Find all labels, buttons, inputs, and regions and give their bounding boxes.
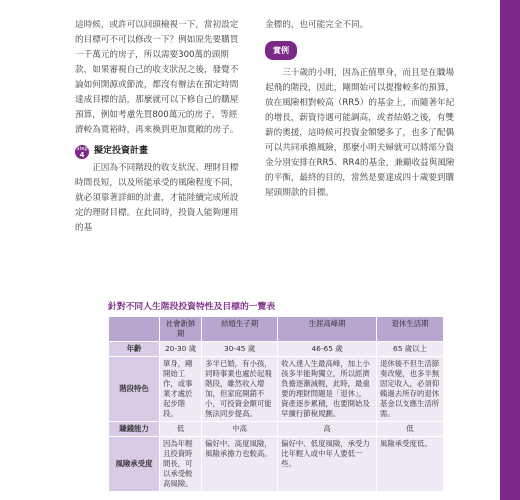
page-edge-bar xyxy=(500,0,520,500)
table-row xyxy=(109,342,444,357)
table-cell: 因為年輕且投資時間長，可以承受較高風險。 xyxy=(160,437,202,492)
table-cell: 46-65 歲 xyxy=(278,342,377,357)
example-label: 實例 xyxy=(265,41,297,60)
step-badge-icon: Step 4 xyxy=(76,145,88,159)
row-label-earning: 賺錢能力 xyxy=(109,422,160,437)
table-cell: 低 xyxy=(377,422,444,437)
table-cell: 收入達人生最高峰，加上小孩多半能夠獨立，所以經濟負擔逐漸減輕，此時，最重要的理財問題是「退休」，資產逐步累積，也要開始及早擴行節稅規劃。 xyxy=(278,357,377,422)
table-cell: 多半已婚，有小孩，同時事業也處於起飛階段，雖然收入增加，但家庭開銷不小，可投資金額可能無法同步提高。 xyxy=(202,357,278,422)
table-header-stage-2: 結婚生子期 xyxy=(202,317,278,342)
table-header-stage-4: 退休生活期 xyxy=(377,317,444,342)
table-cell: 高 xyxy=(278,422,377,437)
left-paragraph-2: 正因為不同階段的收支狀況、理財目標時間長短，以及所能承受的風險程度不同，就必須靠著詳細的計畫，才能陸續完成所設定的理財目標。在此同時，投資人能夠運用的基 xyxy=(75,163,239,233)
table-cell: 偏好中、低度風險，承受力比年輕人或中年人要低一些。 xyxy=(278,437,377,492)
step-heading xyxy=(75,144,245,159)
table-row xyxy=(109,437,444,492)
table-cell: 低 xyxy=(160,422,202,437)
left-column xyxy=(75,18,245,236)
table-row xyxy=(109,422,444,437)
table-cell: 30-45 歲 xyxy=(202,342,278,357)
row-label-features: 階段特色 xyxy=(109,357,160,422)
table-cell: 偏好中、高度風險，風險承擔力也較高。 xyxy=(202,437,278,492)
row-label-risk: 風險承受度 xyxy=(109,437,160,492)
table-header-stage-1: 社會新鮮期 xyxy=(160,317,202,342)
table-cell: 中高 xyxy=(202,422,278,437)
right-column xyxy=(265,18,460,201)
table-cell: 退休後不但生活節奏改變，也多半無固定收入，必須仰賴過去所存的退休基金以支應生活所需。 xyxy=(377,357,444,422)
table-cell: 20-30 歲 xyxy=(160,342,202,357)
table-header-stage-3: 生涯高峰期 xyxy=(278,317,377,342)
table-cell: 風險承受度低。 xyxy=(377,437,444,492)
life-stage-table xyxy=(108,316,444,492)
right-paragraph-example: 三十歲的小明，因為正值單身，而且是在職場起飛的階段，因此，剛開始可以提撥較多的預算，放在風險相對較高（RR5）的基金上，而隨著年紀的增長，薪資待遇可能調高，或者結婚之後，有雙薪的奧援，這時候可投資金額變多了，也多了配偶可以共同承擔風險，那麼小明夫婦就可以將部分資金分別安排在RR5、RR4的基金，兼顧收益與風險的平衡，最終的目的，當然是要達成四十歲要到購屋頭期款的目標。 xyxy=(265,68,455,198)
step-title: 擬定投資計畫 xyxy=(94,146,149,156)
table-header-row xyxy=(109,317,444,342)
row-label-age: 年齡 xyxy=(109,342,160,357)
table-cell: 65 歲以上 xyxy=(377,342,444,357)
table-title: 針對不同人生階段投資特性及目標的一覽表 xyxy=(108,302,276,312)
left-paragraph-1: 這時候，或許可以回頭檢視一下，當初設定的目標可不可以修改一下？例如原先要購買一千萬元的房子，所以需要300萬的頭期款，如果審視自己的收支狀況之後，發覺不論如何開源或節流，都沒有辦法在預定時間達成目標的話，那麼就可以下修自己的購屋預算，例如考慮先買800萬元的房子，等經濟較為寬裕時，再來換到更加寬敞的房子。 xyxy=(75,20,239,135)
right-paragraph-top: 金標的，也可能完全不同。 xyxy=(265,20,369,30)
table-header-corner xyxy=(109,317,160,342)
table-cell: 單身，剛開始工作，或事業才處於起步階段。 xyxy=(160,357,202,422)
table-row xyxy=(109,357,444,422)
